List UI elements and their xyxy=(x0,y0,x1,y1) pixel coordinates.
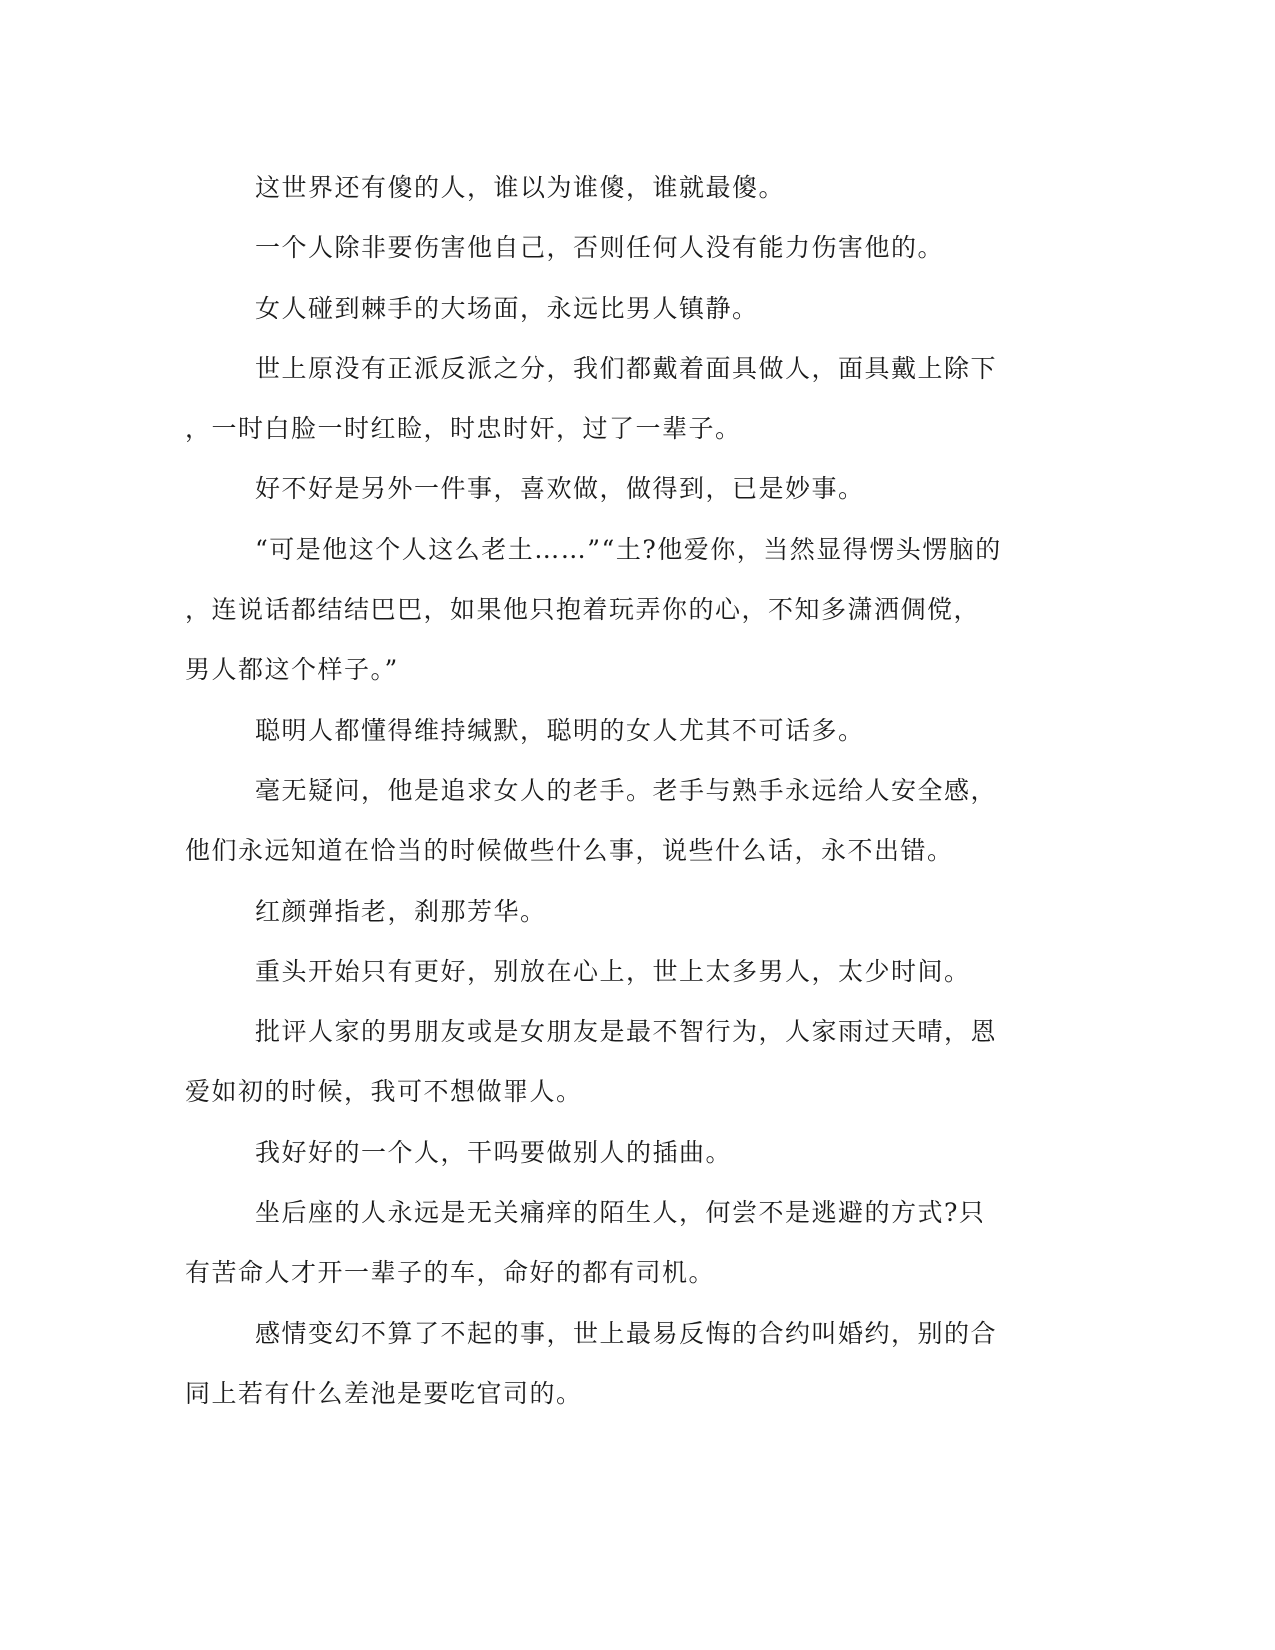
text-line: 好不好是另外一件事，喜欢做，做得到，已是妙事。 xyxy=(255,474,865,504)
paragraph xyxy=(185,761,1075,882)
text-line: 有苦命人才开一辈子的车，命好的都有司机。 xyxy=(185,1258,716,1288)
text-line: 坐后座的人永远是无关痛痒的陌生人，何尝不是逃避的方式?只 xyxy=(255,1198,986,1228)
text-line: 批评人家的男朋友或是女朋友是最不智行为，人家雨过天晴，恩 xyxy=(255,1017,998,1047)
document-body xyxy=(185,158,1075,1424)
text-line: 感情变幻不算了不起的事，世上最易反悔的合约叫婚约，别的合 xyxy=(255,1318,998,1348)
text-line: 聪明人都懂得维持缄默，聪明的女人尤其不可话多。 xyxy=(255,715,865,745)
text-line: 毫无疑问，他是追求女人的老手。老手与熟手永远给人安全感， xyxy=(255,775,998,805)
paragraph xyxy=(185,1183,1075,1304)
text-line: 女人碰到棘手的大场面，永远比男人镇静。 xyxy=(255,293,759,323)
text-line: 同上若有什么差池是要吃官司的。 xyxy=(185,1378,583,1408)
text-line: 世上原没有正派反派之分，我们都戴着面具做人，面具戴上除下 xyxy=(255,353,998,383)
text-line: 这世界还有傻的人，谁以为谁傻，谁就最傻。 xyxy=(255,173,786,202)
text-line: 男人都这个样子。” xyxy=(185,655,399,685)
paragraph xyxy=(185,279,1075,339)
text-line: 一个人除非要伤害他自己，否则任何人没有能力伤害他的。 xyxy=(255,233,945,263)
paragraph xyxy=(185,1304,1075,1425)
paragraph xyxy=(185,520,1075,701)
text-line: 我好好的一个人，干吗要做别人的插曲。 xyxy=(255,1137,733,1167)
paragraph xyxy=(185,1002,1075,1123)
text-line: “可是他这个人这么老土……”“土?他爱你，当然显得愣头愣脑的 xyxy=(255,534,1002,564)
paragraph xyxy=(185,1123,1075,1183)
text-line: ，连说话都结结巴巴，如果他只抱着玩弄你的心，不知多潇洒倜傥， xyxy=(185,595,981,625)
paragraph xyxy=(185,882,1075,942)
text-line: 爱如初的时候，我可不想做罪人。 xyxy=(185,1077,583,1107)
text-line: 他们永远知道在恰当的时候做些什么事，说些什么话，永不出错。 xyxy=(185,836,954,866)
text-line: ，一时白脸一时红睑，时忠时奸，过了一辈子。 xyxy=(185,414,742,444)
paragraph xyxy=(185,701,1075,761)
paragraph xyxy=(185,459,1075,519)
paragraph xyxy=(185,942,1075,1002)
paragraph xyxy=(185,339,1075,460)
paragraph xyxy=(185,158,1075,218)
text-line: 红颜弹指老，刹那芳华。 xyxy=(255,896,547,926)
paragraph xyxy=(185,218,1075,278)
text-line: 重头开始只有更好，别放在心上，世上太多男人，太少时间。 xyxy=(255,956,971,986)
